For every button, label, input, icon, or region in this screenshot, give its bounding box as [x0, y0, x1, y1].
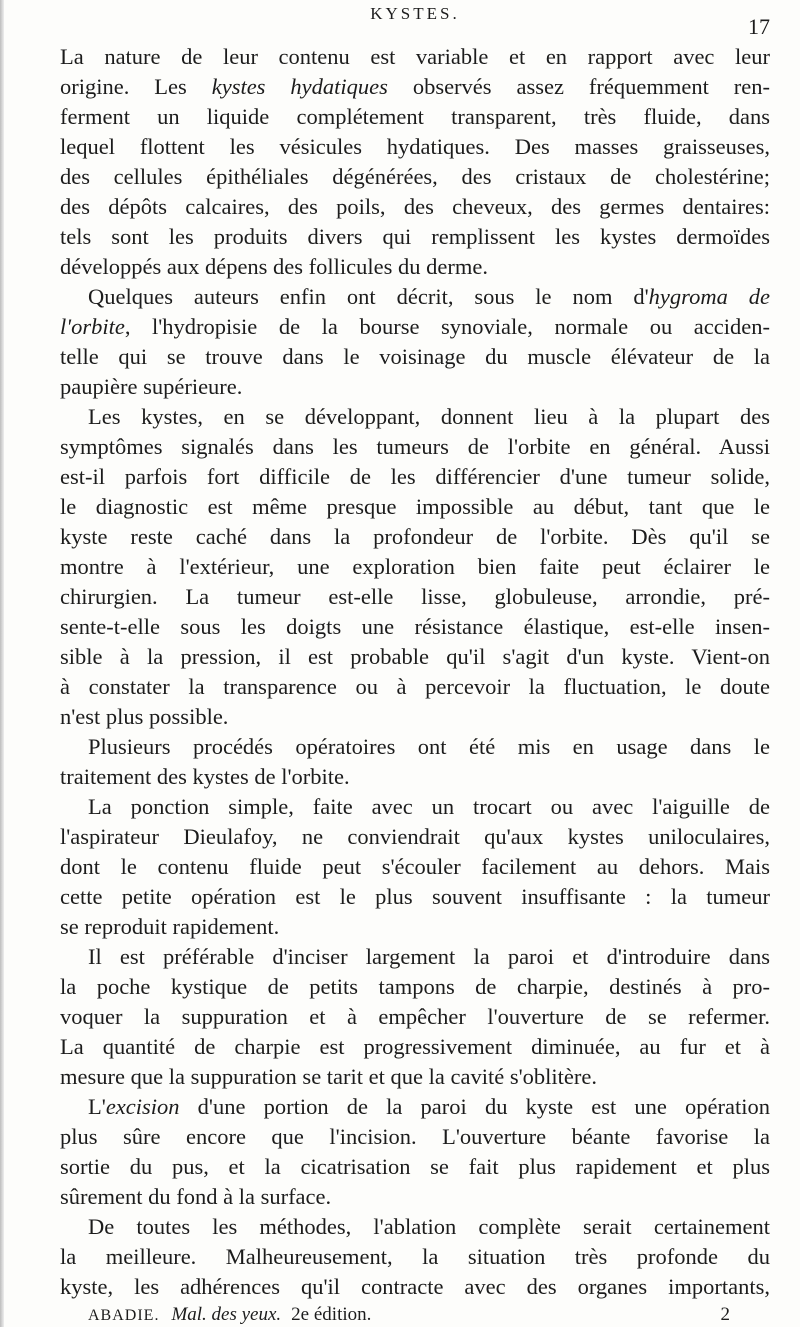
text-line: cette petite opération est le plus souvent insuffisante : la tumeur	[60, 884, 770, 909]
text-line: De toutes les méthodes, l'ablation complète serait certainement	[88, 1214, 770, 1239]
text-line: origine. Les kystes hydatiques observés assez fréquemment ren-	[60, 74, 770, 99]
text-line: tels sont les produits divers qui remplissent les kystes dermoïdes	[60, 224, 770, 249]
footer-book-title: Mal. des yeux.	[171, 1304, 282, 1325]
text-line: paupière supérieure.	[60, 374, 243, 399]
footer-author: ABADIE.	[88, 1307, 160, 1324]
text-line: sûrement du fond à la surface.	[60, 1184, 332, 1209]
text-line: traitement des kystes de l'orbite.	[60, 764, 350, 789]
signature-mark: 2	[720, 1304, 730, 1325]
text-line: sortie du pus, et la cicatrisation se fait plus rapidement et plus	[60, 1154, 770, 1179]
page-left-edge	[0, 0, 4, 1327]
text-line: des cellules épithéliales dégénérées, des cristaux de cholestérine;	[60, 164, 770, 189]
signature-line	[60, 1302, 770, 1327]
text-line: mesure que la suppuration se tarit et que la cavité s'oblitère.	[60, 1064, 597, 1089]
text-line: plus sûre encore que l'incision. L'ouverture béante favorise la	[60, 1124, 770, 1149]
italic-term: excision	[105, 1094, 180, 1119]
footer-edition: 2e édition.	[291, 1304, 372, 1325]
text-line: L'excision d'une portion de la paroi du kyste est une opération	[88, 1094, 770, 1119]
italic-term: l'orbite	[60, 314, 125, 339]
text-line: kyste, les adhérences qu'il contracte avec des organes importants,	[60, 1274, 770, 1299]
text-line: montre à l'extérieur, une exploration bien faite peut éclairer le	[60, 554, 770, 579]
text-line: Plusieurs procédés opératoires ont été mis en usage dans le	[88, 734, 770, 759]
text-line: le diagnostic est même presque impossible au début, tant que le	[60, 494, 770, 519]
text-line: chirurgien. La tumeur est-elle lisse, globuleuse, arrondie, pré-	[60, 584, 770, 609]
text-line: la meilleure. Malheureusement, la situation très profonde du	[60, 1244, 770, 1269]
text-line: des dépôts calcaires, des poils, des cheveux, des germes dentaires:	[60, 194, 770, 219]
text-line: à constater la transparence ou à percevoir la fluctuation, le doute	[60, 674, 770, 699]
body-text	[60, 42, 770, 1327]
italic-term: hygroma de	[648, 284, 770, 309]
text-line: dont le contenu fluide peut s'écouler facilement au dehors. Mais	[60, 854, 770, 879]
text-line: Il est préférable d'inciser largement la paroi et d'introduire dans	[88, 944, 770, 969]
text-line: ferment un liquide complétement transparent, très fluide, dans	[60, 104, 770, 129]
text-line: voquer la suppuration et à empêcher l'ouverture de se refermer.	[60, 1004, 770, 1029]
text-line: l'orbite, l'hydropisie de la bourse synoviale, normale ou acciden-	[60, 314, 770, 339]
text-line: kyste reste caché dans la profondeur de l'orbite. Dès qu'il se	[60, 524, 770, 549]
italic-term: kystes hydatiques	[211, 74, 388, 99]
text-line: n'est plus possible.	[60, 704, 229, 729]
text-line: lequel flottent les vésicules hydatiques. Des masses graisseuses,	[60, 134, 770, 159]
text-line: Quelques auteurs enfin ont décrit, sous le nom d'hygroma de	[88, 284, 770, 309]
running-header	[60, 4, 770, 40]
text-line: La nature de leur contenu est variable et en rapport avec leur	[60, 44, 770, 69]
text-line: sente-t-elle sous les doigts une résistance élastique, est-elle insen-	[60, 614, 770, 639]
text-line: la poche kystique de petits tampons de charpie, destinés à pro-	[60, 974, 770, 999]
text-line: La ponction simple, faite avec un trocart ou avec l'aiguille de	[88, 794, 770, 819]
page-number: 17	[748, 14, 770, 39]
text-line: La quantité de charpie est progressivement diminuée, au fur et à	[60, 1034, 770, 1059]
text-line: développés aux dépens des follicules du derme.	[60, 254, 488, 279]
text-line: est-il parfois fort difficile de les différencier d'une tumeur solide,	[60, 464, 770, 489]
text-line: telle qui se trouve dans le voisinage du muscle élévateur de la	[60, 344, 770, 369]
text-line: symptômes signalés dans les tumeurs de l'orbite en général. Aussi	[60, 434, 770, 459]
text-line: se reproduit rapidement.	[60, 914, 280, 939]
text-line: Les kystes, en se développant, donnent lieu à la plupart des	[88, 404, 770, 429]
running-title: KYSTES.	[370, 4, 460, 23]
text-line: l'aspirateur Dieulafoy, ne conviendrait qu'aux kystes uniloculaires,	[60, 824, 770, 849]
text-line: sible à la pression, il est probable qu'il s'agit d'un kyste. Vient-on	[60, 644, 770, 669]
